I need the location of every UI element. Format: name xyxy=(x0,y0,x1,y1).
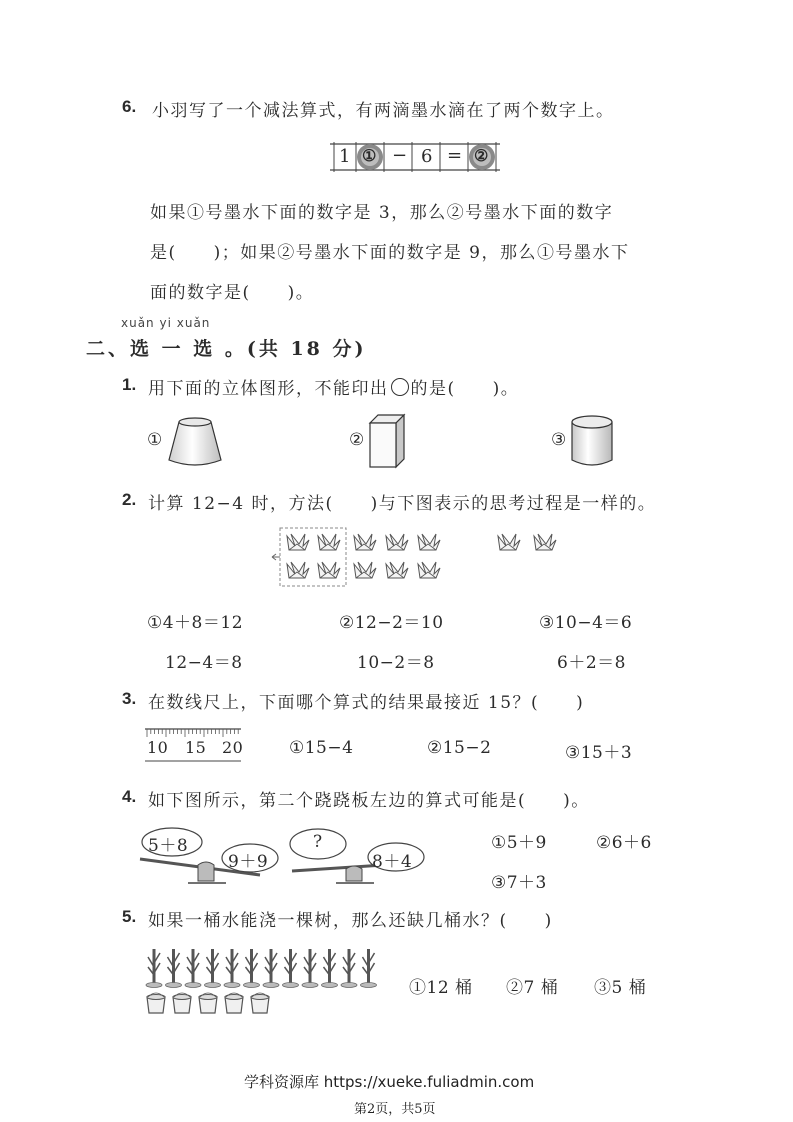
question-5-number: 5. xyxy=(122,907,137,926)
footer-site-text: 学科资源库 https://xueke.fuliadmin.com xyxy=(244,1073,535,1091)
q4-option-1: ①5＋9 xyxy=(491,833,547,853)
q5-option-1: ①12 桶 xyxy=(409,978,473,998)
question-4-text: 如下图所示，第二个跷跷板左边的算式可能是( )。 xyxy=(148,791,590,811)
q5-option-2: ②7 桶 xyxy=(506,978,559,998)
tree-icon xyxy=(283,949,299,988)
ink-label-1: ① xyxy=(362,146,377,165)
tree-icon xyxy=(302,949,318,988)
paper-crane-icon xyxy=(354,562,376,578)
question-4-number: 4. xyxy=(122,787,137,806)
q3-option-2: ②15−2 xyxy=(427,738,492,758)
section-2-title: 二、选 一 选 。(共 18 分) xyxy=(86,338,367,360)
q3-option-1: ①15−4 xyxy=(289,738,354,758)
seesaw-2-right-expression: 8＋4 xyxy=(372,852,413,872)
cylinder-icon xyxy=(570,414,614,470)
question-6-line-1: 如果①号墨水下面的数字是 3，那么②号墨水下面的数字 xyxy=(150,203,614,223)
water-bucket-icon xyxy=(147,993,165,1013)
section-2-pinyin: xuǎn yi xuǎn xyxy=(121,316,211,330)
tree-icon xyxy=(361,949,377,988)
question-3-text: 在数线尺上，下面哪个算式的结果最接近 15？( ) xyxy=(148,693,585,713)
ruler-tick-label-20: 20 xyxy=(222,738,244,757)
paper-crane-icon xyxy=(418,534,440,550)
q2-option-2-line-1: ②12−2＝10 xyxy=(339,613,444,633)
q1-option-2-label: ② xyxy=(349,430,365,450)
water-bucket-icon xyxy=(199,993,217,1013)
paper-crane-icon xyxy=(418,562,440,578)
question-1-number: 1. xyxy=(122,375,137,394)
tree-icon xyxy=(205,949,221,988)
question-1-text xyxy=(148,374,519,399)
question-1-text-b: 的是( )。 xyxy=(410,379,520,399)
question-5-text: 如果一桶水能浇一棵树，那么还缺几桶水？( ) xyxy=(148,911,553,931)
q3-option-3: ③15＋3 xyxy=(565,743,633,763)
ink-equation xyxy=(330,142,500,172)
tree-icon xyxy=(244,949,260,988)
water-bucket-icon xyxy=(251,993,269,1013)
cuboid-icon xyxy=(368,413,408,471)
take-away-arrow-icon xyxy=(272,554,280,560)
q2-option-1-line-1: ①4＋8＝12 xyxy=(147,613,244,633)
tree-icon xyxy=(224,949,240,988)
tree-icon xyxy=(166,949,182,988)
tree-icon xyxy=(341,949,357,988)
question-3-number: 3. xyxy=(122,689,137,708)
ruler-tick-label-10: 10 xyxy=(147,738,169,757)
footer-page-number: 第2页，共5页 xyxy=(354,1102,436,1117)
question-2-number: 2. xyxy=(122,490,137,509)
q1-option-3-label: ③ xyxy=(551,430,567,450)
q5-option-3: ③5 桶 xyxy=(594,978,647,998)
seesaw-1-right-expression: 9＋9 xyxy=(228,852,269,872)
seesaw-1-left-expression: 5＋8 xyxy=(148,836,189,856)
paper-crane-icon xyxy=(318,562,340,578)
q4-option-2: ②6＋6 xyxy=(596,833,652,853)
paper-crane-icon xyxy=(287,562,309,578)
question-2-text: 计算 12−4 时，方法( )与下图表示的思考过程是一样的。 xyxy=(148,494,657,514)
circle-shape-icon xyxy=(391,378,409,396)
trees-and-buckets-figure xyxy=(140,945,390,1017)
ink-label-2: ② xyxy=(474,146,489,165)
paper-cranes-figure xyxy=(270,526,570,588)
question-6-text: 小羽写了一个减法算式，有两滴墨水滴在了两个数字上。 xyxy=(152,101,615,121)
question-6-line-3: 面的数字是( )。 xyxy=(150,283,315,303)
water-bucket-icon xyxy=(225,993,243,1013)
seesaw-2-left-expression: ? xyxy=(313,832,323,852)
q4-option-3: ③7＋3 xyxy=(491,873,547,893)
ruler-tick-label-15: 15 xyxy=(185,738,207,757)
question-6-number: 6. xyxy=(122,97,137,116)
tree-icon xyxy=(185,949,201,988)
eq-minus: − xyxy=(392,145,408,166)
question-6-line-2: 是( )；如果②号墨水下面的数字是 9，那么①号墨水下 xyxy=(150,243,630,263)
question-1-text-a: 用下面的立体图形，不能印出 xyxy=(148,379,389,399)
paper-crane-icon xyxy=(498,534,520,550)
eq-digit-6: 6 xyxy=(421,146,433,167)
frustum-icon xyxy=(165,414,225,470)
tree-icon xyxy=(322,949,338,988)
tree-icon xyxy=(146,949,162,988)
water-bucket-icon xyxy=(173,993,191,1013)
q2-option-3-line-2: 6＋2＝8 xyxy=(557,653,626,673)
paper-crane-icon xyxy=(318,534,340,550)
eq-digit-1: 1 xyxy=(339,146,351,167)
paper-crane-icon xyxy=(354,534,376,550)
tree-icon xyxy=(263,949,279,988)
q1-option-1-label: ① xyxy=(147,430,163,450)
paper-crane-icon xyxy=(287,534,309,550)
paper-crane-icon xyxy=(386,562,408,578)
q2-option-1-line-2: 12−4＝8 xyxy=(165,653,243,673)
paper-crane-icon xyxy=(386,534,408,550)
eq-equals: = xyxy=(447,145,463,166)
paper-crane-icon xyxy=(534,534,556,550)
q2-option-2-line-2: 10−2＝8 xyxy=(357,653,435,673)
q2-option-3-line-1: ③10−4＝6 xyxy=(539,613,633,633)
